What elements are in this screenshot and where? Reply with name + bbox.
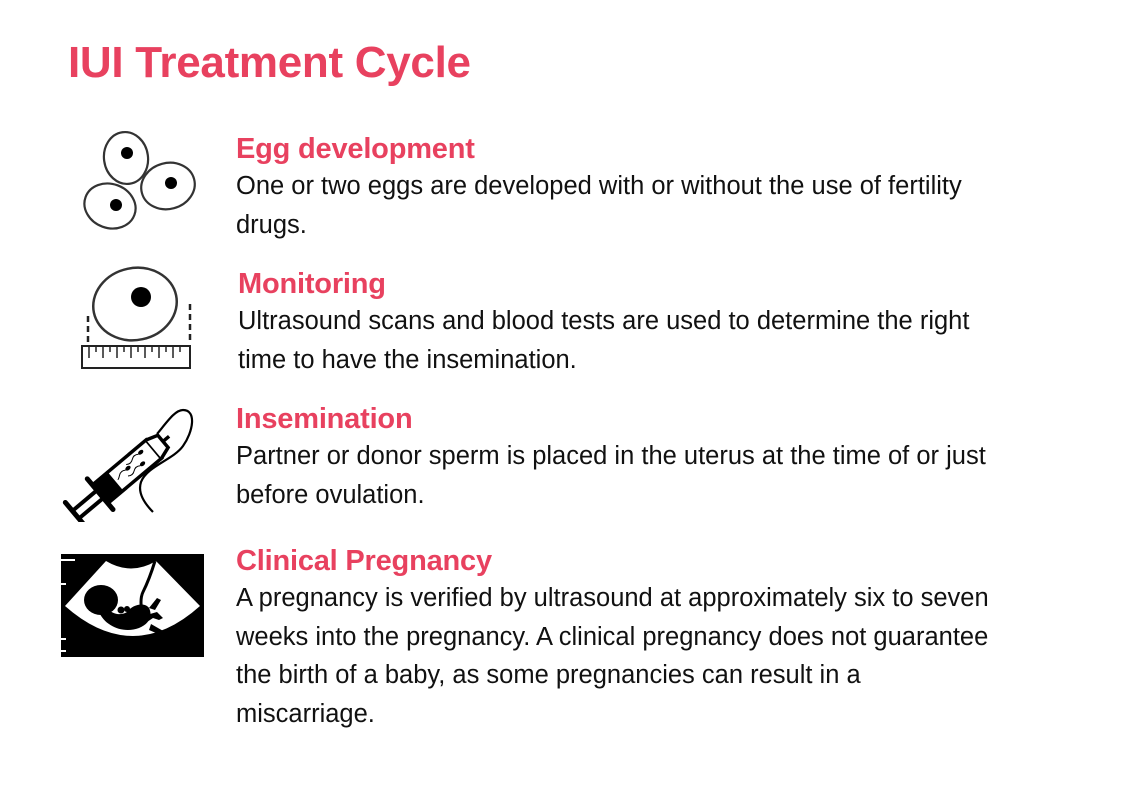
eggs-icon bbox=[72, 128, 202, 233]
page-title: IUI Treatment Cycle bbox=[68, 38, 471, 87]
step-heading: Insemination bbox=[236, 403, 413, 435]
step-description: Ultrasound scans and blood tests are used to determine the right time to have the insemination. bbox=[238, 307, 970, 374]
syringe-sperm-icon bbox=[55, 402, 200, 522]
step-heading: Monitoring bbox=[238, 268, 386, 300]
step-description: One or two eggs are developed with or without the use of fertility drugs. bbox=[236, 172, 962, 239]
step-heading: Egg development bbox=[236, 133, 475, 165]
ultrasound-fetus-icon bbox=[61, 554, 204, 657]
step-description: Partner or donor sperm is placed in the uterus at the time of or just before ovulation. bbox=[236, 442, 986, 509]
step-description: A pregnancy is verified by ultrasound at approximately six to seven weeks into the pregnancy. A clinical pregnancy does not guarantee the birth of a baby, as some pregnancies can result in a miscarriage. bbox=[236, 584, 989, 728]
egg-ruler-icon bbox=[78, 262, 196, 374]
step-heading: Clinical Pregnancy bbox=[236, 545, 492, 577]
